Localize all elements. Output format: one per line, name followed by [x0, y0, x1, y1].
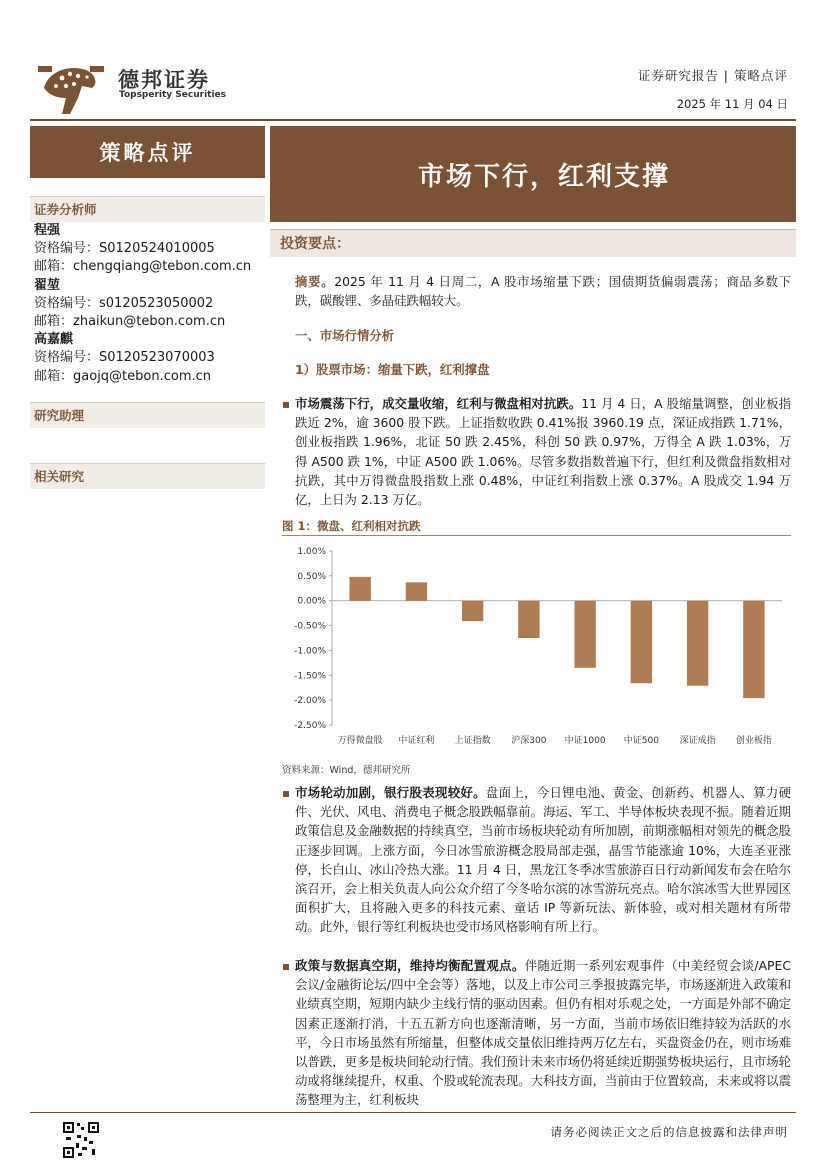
research-assistant-heading: 研究助理 — [30, 402, 265, 428]
bullet-icon — [283, 791, 289, 797]
y-tick-label: -1.50% — [294, 671, 326, 682]
y-tick-label: 1.00% — [297, 547, 326, 557]
x-tick-label: 创业板指 — [735, 736, 772, 746]
analyst-email[interactable]: 邮箱：gaojq@tebon.com.cn — [34, 368, 212, 384]
x-tick-label: 深证成指 — [679, 736, 716, 746]
brand-name-en: Topsperity Securities — [119, 90, 226, 100]
brand-name-cn: 德邦证券 — [118, 68, 210, 92]
footer-divider — [30, 1112, 796, 1113]
x-tick-label: 上证指数 — [454, 736, 491, 746]
analyst-cert: 资格编号：S0120523070003 — [34, 350, 215, 366]
section-heading: 一、市场行情分析 — [295, 328, 395, 343]
subsection-heading: 1）股票市场：缩量下跌，红利撑盘 — [295, 362, 490, 377]
market-paragraph: 市场震荡下行，成交量收缩，红利与微盘相对抗跌。11 月 4 日，A 股缩量调整，创业板指跌近 2%，逾 3600 股下跌。上证指数收跌 0.41%报 3960.19 点，深证成指跌 1.71%，创业板指跌 1.96%，北证 50 跌 2.45%，科创 50 跌 0.97%，万得全 A 跌 1.03%，万得 A500 跌 1%，中证 A500 跌 1.06%。尽管多数指数普遍下行，但红利及微盘指数相对抗跌，其中万得微盘股指数上涨 0.48%，中证红利指数上涨 0.37%。A 股成交 1.94 万亿，上日为 2.13 万亿。 — [295, 396, 792, 508]
report-category-tag: 策略点评 — [30, 126, 265, 178]
bar — [743, 601, 764, 698]
related-research-heading: 相关研究 — [30, 463, 265, 489]
footer-disclaimer: 请务必阅读正文之后的信息披露和法律声明 — [550, 1125, 788, 1139]
analyst-name: 高嘉麒 — [34, 332, 74, 348]
report-date: 2025 年 11 月 04 日 — [676, 97, 788, 111]
report-type: 证券研究报告 | 策略点评 — [637, 68, 788, 83]
analyst-list — [34, 222, 251, 386]
y-tick-label: -0.50% — [294, 621, 326, 632]
analyst-name: 翟堃 — [34, 277, 61, 293]
x-tick-label: 中证红利 — [398, 736, 435, 746]
bar — [462, 601, 483, 621]
bullet-icon — [283, 964, 289, 970]
y-tick-label: -2.50% — [294, 721, 326, 731]
x-tick-label: 中证1000 — [564, 736, 606, 746]
bar — [687, 601, 708, 686]
figure-title: 图 1：微盘、红利相对抗跌 — [282, 519, 421, 533]
analyst-cert: 资格编号：s0120523050002 — [34, 295, 214, 311]
figure-source: 资料来源：Wind，德邦研究所 — [282, 765, 411, 776]
header-divider — [30, 119, 796, 121]
bar — [406, 582, 427, 600]
paragraph-lead: 政策与数据真空期，维持均衡配置观点。 — [295, 958, 525, 973]
bar — [574, 601, 595, 668]
report-title: 市场下行，红利支撑 — [270, 126, 796, 222]
qr-code-icon — [62, 1121, 100, 1159]
x-tick-label: 万得微盘股 — [337, 736, 383, 746]
bar-chart — [282, 537, 791, 755]
y-tick-label: -1.00% — [294, 646, 326, 657]
summary-label: 摘要。 — [295, 274, 335, 289]
analyst-email[interactable]: 邮箱：chengqiang@tebon.com.cn — [34, 259, 252, 275]
rotation-paragraph: 市场轮动加剧，银行股表现较好。盘面上，今日锂电池、黄金、创新药、机器人、算力硬件、光伏、风电、消费电子概念股跌幅靠前。海运、军工、半导体板块表现不振。随着近期政策信息及金融数据的持续真空，当前市场板块轮动有所加剧，前期涨幅相对领先的概念股正逐步回调。上涨方面，今日冰雪旅游概念股局部走强，晶雪节能涨逾 10%，大连圣亚涨停，长白山、冰山冷热大涨。11 月 4 日，黑龙江冬季冰雪旅游百日行动新闻发布会在哈尔滨召开，会上相关负责人向公众介绍了今冬哈尔滨的冰雪游玩亮点。哈尔滨冰雪大世界园区面积扩大，且将融入更多的科技元素、童话 IP 等新玩法、新体验，或对相关题材有所带动。此外，银行等红利板块也受市场风格影响有所上行。 — [295, 785, 792, 935]
bullet-icon — [283, 402, 289, 408]
analyst-section-heading: 证券分析师 — [30, 196, 265, 222]
figure-divider — [282, 535, 791, 536]
paragraph-lead: 市场轮动加剧，银行股表现较好。 — [295, 785, 486, 800]
bar — [631, 601, 652, 684]
bar — [518, 601, 539, 638]
analyst-cert: 资格编号：S0120524010005 — [34, 241, 215, 257]
company-logo — [38, 58, 104, 116]
paragraph-lead: 市场震荡下行，成交量收缩，红利与微盘相对抗跌。 — [295, 396, 582, 411]
x-tick-label: 中证500 — [623, 736, 659, 746]
analyst-email[interactable]: 邮箱：zhaikun@tebon.com.cn — [34, 314, 226, 330]
policy-paragraph: 政策与数据真空期，维持均衡配置观点。伴随近期一系列宏观事件（中美经贸会谈/APEC 会议/金融街论坛/四中全会等）落地，以及上市公司三季报披露完毕，市场逐渐进入政策和业绩真空期，短期内缺少主线行情的驱动因素。但仍有相对乐观之处，一方面是外部不确定因素正逐渐打消，十五五新方向也逐渐清晰，另一方面，当前市场依旧维持较为活跃的水平，今日市场虽然有所缩量，但整体成交量依旧维持两万亿左右，买盘资金仍在，则市场难以普跌，更多是板块间轮动行情。我们预计未来市场仍将延续近期强势板块运行，且市场轮动或将继续提升，权重、个股或轮流表现。大科技方面，当前由于位置较高，未来或将以震荡整理为主，红利板块 — [295, 958, 792, 1108]
y-tick-label: -2.00% — [294, 696, 326, 707]
summary-paragraph: 摘要。2025 年 11 月 4 日周二，A 股市场缩量下跌；国债期货偏弱震荡；商品多数下跌，碳酸锂、多晶硅跌幅较大。 — [295, 274, 792, 309]
y-tick-label: 0.00% — [297, 596, 326, 607]
bar — [349, 577, 370, 601]
analyst-name: 程强 — [34, 223, 61, 238]
x-tick-label: 沪深300 — [511, 736, 547, 746]
y-tick-label: 0.50% — [297, 571, 326, 582]
investment-highlights-heading: 投资要点： — [270, 229, 796, 257]
